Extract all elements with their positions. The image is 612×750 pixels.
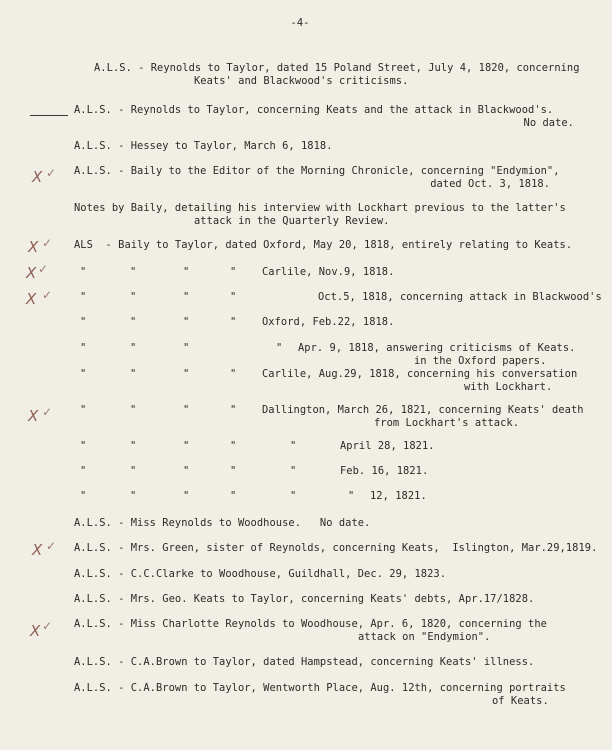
ditto-mark: " xyxy=(183,266,190,278)
entry-9-text: Apr. 9, 1818, answering criticisms of Keats. xyxy=(298,342,576,354)
entry-4-line-1: Notes by Baily, detailing his interview with Lockhart previous to the latter's xyxy=(74,202,566,214)
entry-5-line-1: ALS - Baily to Taylor, dated Oxford, May 20, 1818, entirely relating to Keats. xyxy=(74,239,573,251)
ditto-mark: " xyxy=(290,490,297,502)
entry-6-text: Carlile, Nov.9, 1818. xyxy=(262,266,395,278)
margin-x-mark: X xyxy=(32,168,43,186)
ditto-mark: " xyxy=(230,490,237,502)
ditto-mark: " xyxy=(80,465,87,477)
entry-3-line-2: dated Oct. 3, 1818. xyxy=(430,178,550,190)
entry-7-text: Oct.5, 1818, concerning attack in Blackwood's xyxy=(318,291,602,303)
ditto-mark: " xyxy=(130,266,137,278)
ditto-mark: " xyxy=(130,342,137,354)
ditto-mark: " xyxy=(276,342,283,354)
ditto-mark: " xyxy=(183,368,190,380)
entry-21-line-1: A.L.S. - C.A.Brown to Taylor, Wentworth Place, Aug. 12th, concerning portraits xyxy=(74,682,566,694)
entry-21-line-2: of Keats. xyxy=(492,695,549,707)
entry-10-line-2: with Lockhart. xyxy=(464,381,553,393)
ditto-mark: " xyxy=(80,266,87,278)
margin-check-mark: ✓ xyxy=(38,262,49,276)
page-number: -4- xyxy=(290,17,310,29)
entry-15-line-1: A.L.S. - Miss Reynolds to Woodhouse. No date. xyxy=(74,517,371,529)
ditto-mark: " xyxy=(183,291,190,303)
entry-1-line-2: No date. xyxy=(523,117,574,129)
margin-x-mark: X xyxy=(26,290,37,308)
entry-4-line-2: attack in the Quarterly Review. xyxy=(194,215,390,227)
ditto-mark: " xyxy=(130,316,137,328)
entry-3-line-1: A.L.S. - Baily to the Editor of the Morning Chronicle, concerning "Endymion", xyxy=(74,165,560,177)
ditto-mark: " xyxy=(183,440,190,452)
ditto-mark: " xyxy=(130,490,137,502)
ditto-mark: " xyxy=(183,465,190,477)
ditto-mark: " xyxy=(80,368,87,380)
entry-10-text: Carlile, Aug.29, 1818, concerning his conversation xyxy=(262,368,578,380)
ditto-mark: " xyxy=(80,404,87,416)
entry-2-line-1: A.L.S. - Hessey to Taylor, March 6, 1818. xyxy=(74,140,333,152)
entry-8-text: Oxford, Feb.22, 1818. xyxy=(262,316,395,328)
margin-dash xyxy=(30,115,68,116)
ditto-mark: " xyxy=(130,465,137,477)
ditto-mark: " xyxy=(230,316,237,328)
ditto-mark: " xyxy=(230,465,237,477)
entry-0-line-1: A.L.S. - Reynolds to Taylor, dated 15 Poland Street, July 4, 1820, concerning xyxy=(94,62,580,74)
ditto-mark: " xyxy=(183,342,190,354)
ditto-mark: " xyxy=(290,465,297,477)
entry-17-line-1: A.L.S. - C.C.Clarke to Woodhouse, Guildhall, Dec. 29, 1823. xyxy=(74,568,447,580)
entry-11-line-2: from Lockhart's attack. xyxy=(374,417,520,429)
margin-x-mark: X xyxy=(30,622,41,640)
ditto-mark: " xyxy=(290,440,297,452)
margin-x-mark: X xyxy=(28,407,39,425)
margin-check-mark: ✓ xyxy=(42,288,53,302)
entry-20-line-1: A.L.S. - C.A.Brown to Taylor, dated Hampstead, concerning Keats' illness. xyxy=(74,656,535,668)
ditto-mark: " xyxy=(80,342,87,354)
ditto-mark: " xyxy=(348,490,355,502)
margin-check-mark: ✓ xyxy=(46,539,57,553)
ditto-mark: " xyxy=(80,291,87,303)
margin-x-mark: X xyxy=(28,238,39,256)
entry-16-line-1: A.L.S. - Mrs. Green, sister of Reynolds, concerning Keats, Islington, Mar.29,1819. xyxy=(74,542,598,554)
ditto-mark: " xyxy=(130,291,137,303)
ditto-mark: " xyxy=(230,404,237,416)
ditto-mark: " xyxy=(183,404,190,416)
ditto-mark: " xyxy=(130,440,137,452)
entry-0-line-2: Keats' and Blackwood's criticisms. xyxy=(194,75,409,87)
ditto-mark: " xyxy=(80,440,87,452)
entry-19-line-1: A.L.S. - Miss Charlotte Reynolds to Woodhouse, Apr. 6, 1820, concerning the xyxy=(74,618,547,630)
margin-x-mark: X xyxy=(32,541,43,559)
entry-18-line-1: A.L.S. - Mrs. Geo. Keats to Taylor, concerning Keats' debts, Apr.17/1828. xyxy=(74,593,535,605)
margin-check-mark: ✓ xyxy=(42,405,53,419)
ditto-mark: " xyxy=(130,404,137,416)
entry-12-text: April 28, 1821. xyxy=(340,440,435,452)
ditto-mark: " xyxy=(130,368,137,380)
entry-14-text: 12, 1821. xyxy=(370,490,427,502)
ditto-mark: " xyxy=(183,490,190,502)
ditto-mark: " xyxy=(230,291,237,303)
ditto-mark: " xyxy=(80,490,87,502)
margin-check-mark: ✓ xyxy=(42,236,53,250)
margin-x-mark: X xyxy=(26,264,37,282)
ditto-mark: " xyxy=(183,316,190,328)
entry-11-text: Dallington, March 26, 1821, concerning Keats' death xyxy=(262,404,584,416)
ditto-mark: " xyxy=(230,440,237,452)
entry-19-line-2: attack on "Endymion". xyxy=(358,631,491,643)
entry-9-line-2: in the Oxford papers. xyxy=(414,355,547,367)
ditto-mark: " xyxy=(230,368,237,380)
ditto-mark: " xyxy=(80,316,87,328)
entry-13-text: Feb. 16, 1821. xyxy=(340,465,429,477)
margin-check-mark: ✓ xyxy=(42,619,53,633)
entry-1-line-1: A.L.S. - Reynolds to Taylor, concerning Keats and the attack in Blackwood's. xyxy=(74,104,554,116)
ditto-mark: " xyxy=(230,266,237,278)
margin-check-mark: ✓ xyxy=(46,166,57,180)
